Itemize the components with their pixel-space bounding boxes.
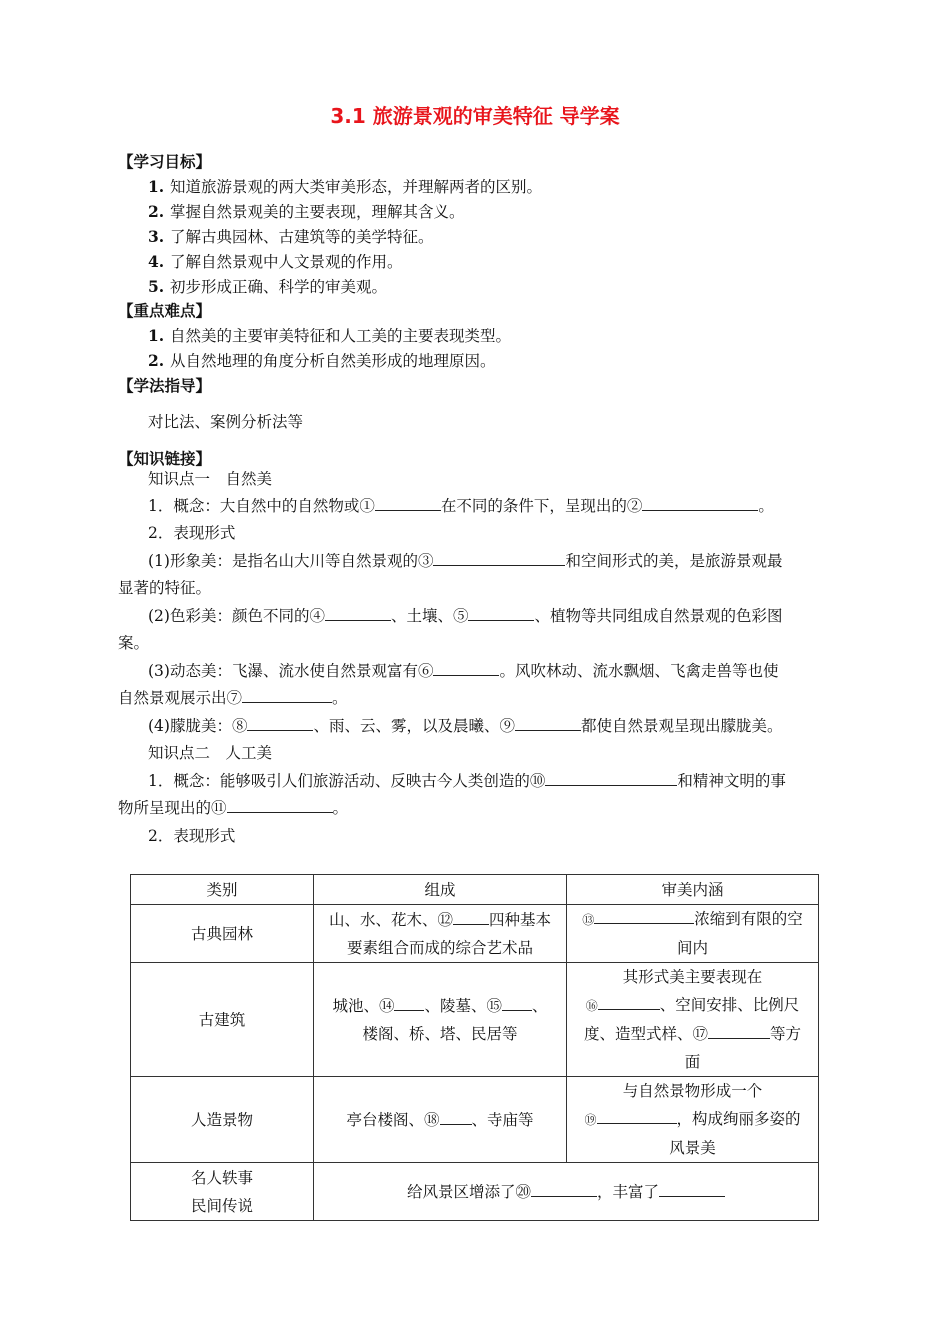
cell-composition: 亭台楼阁、⑱ 、寺庙等 [314, 1077, 567, 1163]
answer-blank [433, 550, 565, 566]
answer-blank [453, 909, 489, 925]
point2-title: 知识点二 人工美 [148, 744, 273, 762]
method-heading: 【学法指导】 [118, 377, 212, 395]
answer-blank [598, 994, 660, 1010]
cell-composition: 城池、⑭ 、陵墓、⑮ 、 楼阁、桥、塔、民居等 [314, 963, 567, 1077]
point1-concept: 1．概念：大自然中的自然物或① 在不同的条件下，呈现出的② 。 [148, 497, 774, 515]
answer-blank [545, 770, 677, 786]
answer-blank [247, 715, 313, 731]
answer-blank [594, 908, 694, 924]
point1-forms-title: 2．表现形式 [148, 524, 236, 542]
table-row [131, 1077, 819, 1163]
header-category: 类别 [131, 875, 314, 905]
answer-blank [242, 687, 332, 703]
form1-line: 显著的特征。 [118, 579, 212, 597]
answer-blank [597, 1108, 677, 1124]
form1-line: (1)形象美：是指名山大川等自然景观的③ 和空间形式的美，是旅游景观最 [148, 552, 783, 570]
knowledge-heading: 【知识链接】 [118, 450, 212, 468]
answer-blank [433, 660, 499, 676]
cell-category: 古建筑 [131, 963, 314, 1077]
form2-line: 案。 [118, 634, 150, 652]
objectives-heading: 【学习目标】 [118, 153, 212, 171]
objective-item: 1. 知道旅游景观的两大类审美形态，并理解两者的区别。 [148, 177, 543, 196]
cell-aesthetic: 其形式美主要表现在 ⑯ 、空间安排、比例尺 度、造型式样、⑰ 等方 面 [567, 963, 819, 1077]
form2-line: (2)色彩美：颜色不同的④ 、土壤、⑤ 、植物等共同组成自然景观的色彩图 [148, 607, 783, 625]
answer-blank [468, 605, 534, 621]
objective-item: 4. 了解自然景观中人文景观的作用。 [148, 252, 403, 271]
form3-line: (3)动态美：飞瀑、流水使自然景观富有⑥ 。风吹林动、流水飘烟、飞禽走兽等也使 [148, 662, 779, 680]
header-composition: 组成 [314, 875, 567, 905]
header-aesthetic: 审美内涵 [567, 875, 819, 905]
answer-blank [531, 1181, 597, 1197]
objective-item: 5. 初步形成正确、科学的审美观。 [148, 277, 388, 296]
page-title: 3.1 旅游景观的审美特征 导学案 [330, 104, 620, 128]
point2-concept: 物所呈现出的⑪ 。 [118, 799, 349, 817]
cell-aesthetic: 与自然景物形成一个 ⑲ ，构成绚丽多姿的 风景美 [567, 1077, 819, 1163]
answer-blank [375, 495, 441, 511]
cell-aesthetic: ⑬ 浓缩到有限的空 间内 [567, 905, 819, 963]
answer-blank [325, 605, 391, 621]
point1-title: 知识点一 自然美 [148, 470, 273, 488]
answer-blank [394, 995, 424, 1011]
answer-blank [502, 995, 532, 1011]
table-row [131, 963, 819, 1077]
answer-blank [227, 797, 333, 813]
answer-blank [642, 495, 758, 511]
form3-line: 自然景观展示出⑦ 。 [118, 689, 348, 707]
point2-forms-title: 2．表现形式 [148, 827, 236, 845]
objective-item: 2. 掌握自然景观美的主要表现，理解其含义。 [148, 202, 465, 221]
cell-composition: 山、水、花木、⑫ 四种基本 要素组合而成的综合艺术品 [314, 905, 567, 963]
artificial-beauty-table [130, 874, 819, 1221]
table-header-row [131, 875, 819, 905]
keypoint-item: 2. 从自然地理的角度分析自然美形成的地理原因。 [148, 351, 496, 370]
method-text: 对比法、案例分析法等 [148, 413, 304, 431]
cell-category: 人造景物 [131, 1077, 314, 1163]
answer-blank [515, 715, 581, 731]
table-row [131, 905, 819, 963]
table-row [131, 1163, 819, 1221]
answer-blank [708, 1023, 770, 1039]
form4-line: (4)朦胧美：⑧ 、雨、云、雾，以及晨曦、⑨ 都使自然景观呈现出朦胧美。 [148, 717, 783, 735]
keypoint-item: 1. 自然美的主要审美特征和人工美的主要表现类型。 [148, 326, 512, 345]
answer-blank [659, 1181, 725, 1197]
keypoints-heading: 【重点难点】 [118, 302, 212, 320]
cell-category: 名人轶事 民间传说 [131, 1163, 314, 1221]
objective-item: 3. 了解古典园林、古建筑等的美学特征。 [148, 227, 434, 246]
cell-content: 给风景区增添了⑳ ，丰富了 [314, 1163, 819, 1221]
cell-category: 古典园林 [131, 905, 314, 963]
answer-blank [440, 1109, 472, 1125]
point2-concept: 1．概念：能够吸引人们旅游活动、反映古今人类创造的⑩ 和精神文明的事 [148, 772, 786, 790]
